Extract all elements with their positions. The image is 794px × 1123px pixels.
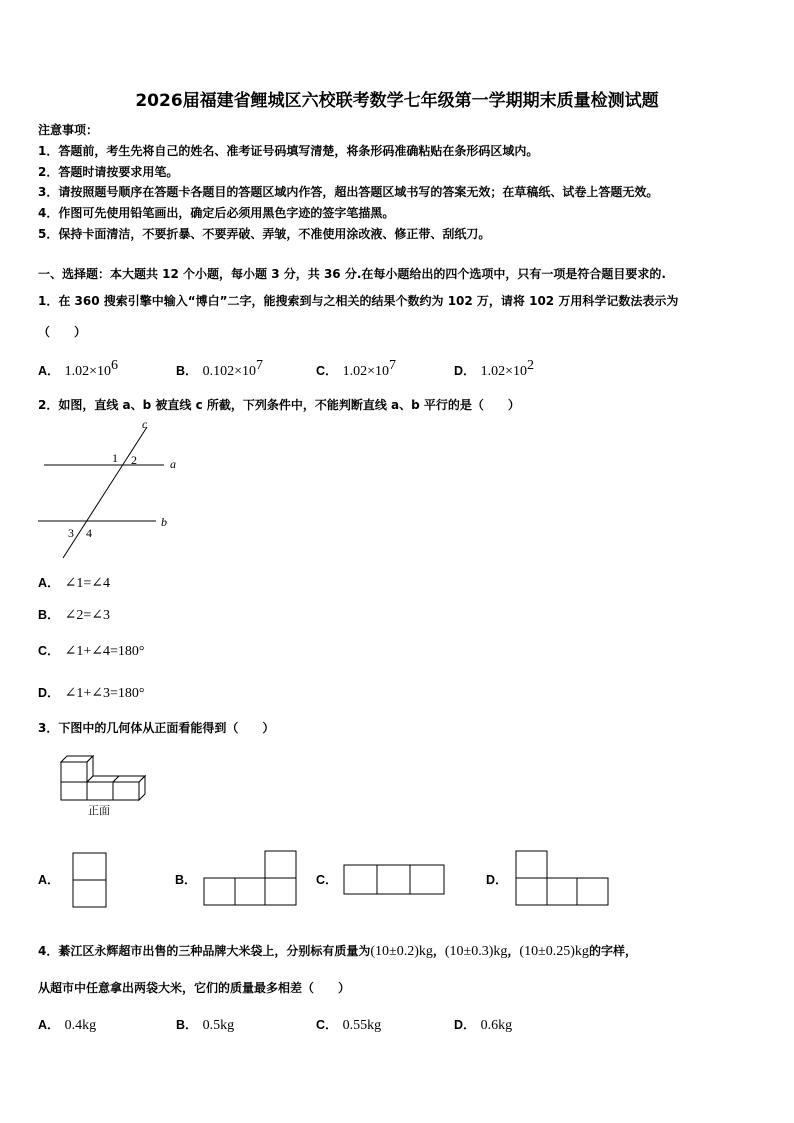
- page-title: 2026届福建省鲤城区六校联考数学七年级第一学期期末质量检测试题: [135, 91, 659, 111]
- q3-option-c-view: [343, 864, 447, 896]
- q2-option-d[interactable]: [38, 682, 144, 702]
- option-value: 0.5kg: [202, 1018, 235, 1033]
- option-value: 0.102×10: [202, 364, 257, 379]
- question-1-stem: 1．在 360 搜索引擎中输入“博白”二字，能搜索到与之相关的结果个数约为 102 万，请将 102 万用科学记数法表示为: [38, 294, 679, 308]
- q4-option-d[interactable]: [454, 1014, 512, 1034]
- notice-item: 2．答题时请按要求用笔。: [38, 165, 179, 179]
- q4-separator: ，: [432, 944, 445, 958]
- option-label: B．: [176, 1018, 198, 1032]
- q4-option-b[interactable]: [176, 1014, 234, 1034]
- q4-stem-part2: 的字样，: [588, 944, 637, 958]
- q2-option-c[interactable]: [38, 640, 144, 660]
- notice-item: 3．请按照题号顺序在答题卡各题目的答题区域内作答，超出答题区域书写的答案无效；在草稿纸、试卷上答题无效。: [38, 185, 659, 199]
- option-value: ∠1+∠4=180°: [64, 644, 145, 659]
- q4-option-a[interactable]: [38, 1014, 96, 1034]
- option-label: C．: [316, 364, 338, 378]
- option-value: ∠2=∠3: [64, 608, 110, 623]
- q3-option-d-label[interactable]: D．: [486, 873, 508, 887]
- q4-mass-2: (10±0.3)kg: [444, 944, 508, 959]
- option-value: 1.02×10: [480, 364, 528, 379]
- option-value: 1.02×10: [64, 364, 112, 379]
- option-value: 1.02×10: [342, 364, 390, 379]
- q3-option-a-label[interactable]: A．: [38, 873, 60, 887]
- q1-option-d[interactable]: [454, 358, 534, 380]
- option-value: 0.4kg: [64, 1018, 97, 1033]
- q3-option-c-label[interactable]: C．: [316, 873, 338, 887]
- section-heading: 一、选择题：本大题共 12 个小题，每小题 3 分，共 36 分.在每小题给出的四个选项中，只有一项是符合题目要求的.: [38, 267, 666, 281]
- label-c: c: [142, 418, 148, 431]
- notice-item: 4．作图可先使用铅笔画出，确定后必须用黑色字迹的签字笔描黑。: [38, 206, 395, 220]
- option-label: C．: [316, 1018, 338, 1032]
- option-label: D．: [454, 1018, 476, 1032]
- q4-mass-1: (10±0.2)kg: [370, 944, 433, 959]
- option-label: B．: [38, 608, 60, 622]
- label-a: a: [170, 457, 176, 471]
- notice-item: 1．答题前，考生先将自己的姓名、准考证号码填写清楚，将条形码准确粘贴在条形码区域内。: [38, 144, 539, 158]
- q4-stem-part1: 4．綦江区永辉超市出售的三种品牌大米袋上，分别标有质量为: [38, 944, 371, 958]
- option-value: 0.6kg: [480, 1018, 513, 1033]
- angle-4-label: 4: [86, 526, 92, 540]
- option-label: D．: [454, 364, 476, 378]
- question-3-stem: 3．下图中的几何体从正面看能得到（ ）: [38, 721, 275, 735]
- q3-option-b-view: [203, 850, 299, 908]
- q1-option-b[interactable]: [176, 358, 263, 380]
- parallel-lines-figure: [36, 418, 186, 562]
- q3-option-b-label[interactable]: B．: [175, 873, 197, 887]
- angle-1-label: 1: [112, 451, 118, 465]
- option-exponent: 7: [256, 358, 264, 373]
- option-label: D．: [38, 686, 60, 700]
- q4-option-c[interactable]: [316, 1014, 381, 1034]
- notice-heading: 注意事项：: [38, 123, 99, 137]
- line-c: [63, 427, 147, 558]
- label-b: b: [161, 515, 167, 529]
- q1-option-c[interactable]: [316, 358, 396, 380]
- option-label: C．: [38, 644, 60, 658]
- option-value: 0.55kg: [342, 1018, 382, 1033]
- front-label: 正面: [88, 805, 110, 817]
- question-1-paren: （ ）: [38, 325, 87, 339]
- q4-mass-3: (10±0.25)kg: [519, 944, 589, 959]
- option-label: A．: [38, 364, 60, 378]
- q1-option-a[interactable]: [38, 358, 118, 380]
- notice-item: 5．保持卡面清洁，不要折暴、不要弄破、弄皱，不准使用涂改液、修正带、刮纸刀。: [38, 227, 491, 241]
- option-label: A．: [38, 1018, 60, 1032]
- cube-solid-figure: [56, 752, 156, 822]
- option-exponent: 7: [389, 358, 397, 373]
- angle-2-label: 2: [131, 453, 137, 467]
- option-value: ∠1=∠4: [64, 576, 110, 591]
- option-exponent: 6: [111, 358, 119, 373]
- option-label: B．: [176, 364, 198, 378]
- question-4-stem: [38, 940, 637, 960]
- question-2-stem: 2．如图，直线 a、b 被直线 c 所截，下列条件中，不能判断直线 a、b 平行的是（ ）: [38, 398, 520, 412]
- q2-option-a[interactable]: [38, 572, 110, 592]
- angle-3-label: 3: [68, 526, 74, 540]
- q3-option-a-view: [72, 852, 108, 910]
- q3-option-d-view: [515, 850, 611, 908]
- question-4-line2: 从超市中任意拿出两袋大米，它们的质量最多相差（ ）: [38, 981, 351, 995]
- option-exponent: 2: [527, 358, 535, 373]
- q4-separator: ，: [507, 944, 520, 958]
- option-label: A．: [38, 576, 60, 590]
- q2-option-b[interactable]: [38, 604, 110, 624]
- option-value: ∠1+∠3=180°: [64, 686, 145, 701]
